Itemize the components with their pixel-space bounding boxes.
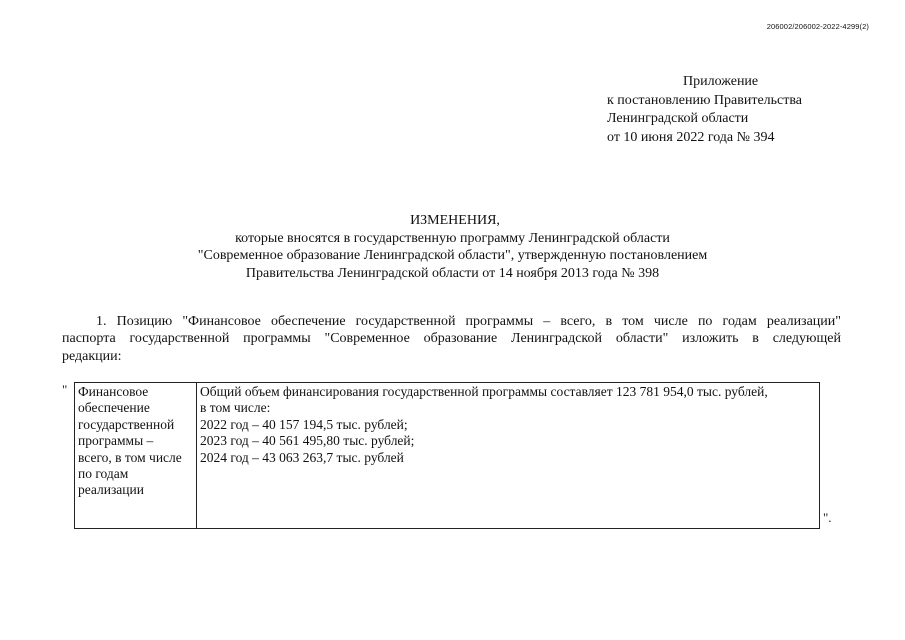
cell-line: в том числе: bbox=[200, 400, 271, 416]
document-id: 206002/206002-2022-4299(2) bbox=[766, 22, 869, 31]
cell-line: всего, в том числе bbox=[78, 449, 182, 465]
cell-line: по годам bbox=[78, 466, 129, 482]
passport-table bbox=[74, 382, 820, 529]
cell-line: государственной bbox=[78, 416, 175, 432]
cell-line: обеспечение bbox=[78, 400, 150, 416]
cell-line: 2023 год – 40 561 495,80 тыс. рублей; bbox=[200, 433, 415, 449]
appendix-block bbox=[607, 73, 802, 147]
title-line: которые вносятся в государственную программу Ленинградской области bbox=[235, 230, 670, 246]
title-line: "Современное образование Ленинградской области", утвержденную постановлением bbox=[197, 248, 708, 263]
cell-line: программы – bbox=[78, 433, 154, 449]
paragraph-line: 1. Позицию "Финансовое обеспечение государственной программы – всего, в том числе по годам реализации" bbox=[96, 314, 841, 329]
cell-line: Финансовое bbox=[78, 384, 149, 399]
document-title-block bbox=[0, 212, 905, 282]
opening-quote: " bbox=[62, 382, 68, 397]
cell-line: реализации bbox=[78, 482, 144, 498]
table-cell-label bbox=[75, 383, 197, 529]
appendix-title: Приложение bbox=[683, 74, 759, 89]
table-row bbox=[75, 383, 820, 529]
paragraph-line: паспорта государственной программы "Современное образование Ленинградской области" изложить в следующей bbox=[62, 331, 841, 347]
body-paragraph bbox=[62, 313, 841, 365]
appendix-date-line: от 10 июня 2022 года № 394 bbox=[607, 129, 775, 145]
title-line: Правительства Ленинградской области от 14 ноября 2013 года № 398 bbox=[245, 265, 660, 281]
appendix-line: к постановлению Правительства bbox=[607, 92, 803, 108]
cell-line: 2022 год – 40 157 194,5 тыс. рублей; bbox=[200, 416, 408, 432]
paragraph-line: редакции: bbox=[62, 348, 122, 364]
cell-line: 2024 год – 43 063 263,7 тыс. рублей bbox=[200, 449, 404, 465]
appendix-line: Ленинградской области bbox=[607, 111, 749, 126]
table-cell-value bbox=[197, 383, 820, 529]
document-title: ИЗМЕНЕНИЯ, bbox=[410, 213, 500, 228]
closing-quote: ". bbox=[823, 510, 832, 525]
cell-line: Общий объем финансирования государственной программы составляет 123 781 954,0 тыс. рублей, bbox=[200, 384, 768, 399]
